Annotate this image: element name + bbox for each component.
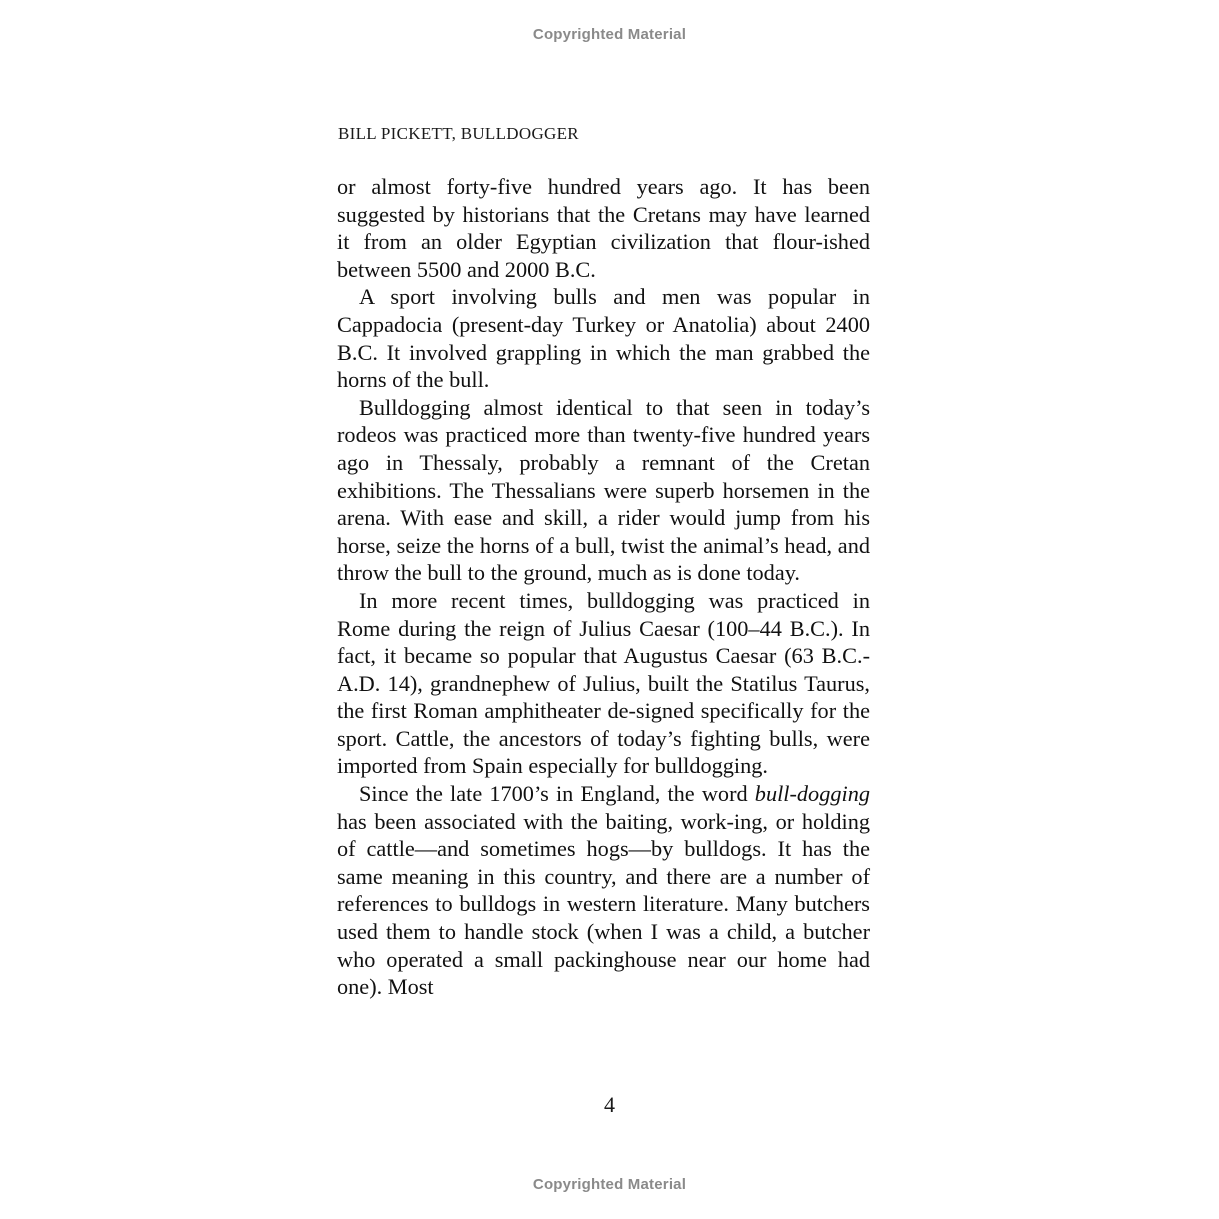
paragraph: A sport involving bulls and men was popular in Cappadocia (present-day Turkey or Anatolia) about 2400 B.C. It involved grappling in which the man grabbed the horns of the bull. — [337, 284, 870, 393]
running-head: BILL PICKETT, BULLDOGGER — [338, 124, 579, 143]
paragraph — [337, 780, 870, 1001]
italic-term: bull-dogging — [754, 781, 870, 807]
copyright-watermark-bottom: Copyrighted Material — [532, 1176, 687, 1193]
paragraph-text: has been associated with the baiting, work-ing, or holding of cattle—and sometimes hogs—by bulldogs. It has the same meaning in this country, and there are a number of references to bulldogs in western literature. Many butchers used them to handle stock (when I was a child, a butcher who operated a small packinghouse near our home had one). Most — [337, 808, 870, 1000]
paragraph: or almost forty-five hundred years ago. It has been suggested by historians that the Cretans may have learned it from an older Egyptian civilization that flour-ished between 5500 and 2000 B.C. — [337, 174, 870, 282]
paragraph-text: Since the late 1700’s in England, the word — [359, 781, 755, 807]
paragraph: In more recent times, bulldogging was practiced in Rome during the reign of Julius Caesar (100–44 B.C.). In fact, it became so popular that Augustus Caesar (63 B.C.-A.D. 14), grandnephew of Julius, built the Statilus Taurus, the first Roman amphitheater de-signed specifically for the sport. Cattle, the ancestors of today’s fighting bulls, were imported from Spain especially for bulldogging. — [337, 587, 870, 779]
page-body — [337, 173, 870, 1001]
paragraph: Bulldogging almost identical to that seen in today’s rodeos was practiced more than twenty-five hundred years ago in Thessaly, probably a remnant of the Cretan exhibitions. The Thessalians were superb horsemen in the arena. With ease and skill, a rider would jump from his horse, seize the horns of a bull, twist the animal’s head, and throw the bull to the ground, much as is done today. — [337, 394, 870, 586]
copyright-watermark-top: Copyrighted Material — [532, 26, 687, 43]
page-number: 4 — [604, 1092, 615, 1117]
